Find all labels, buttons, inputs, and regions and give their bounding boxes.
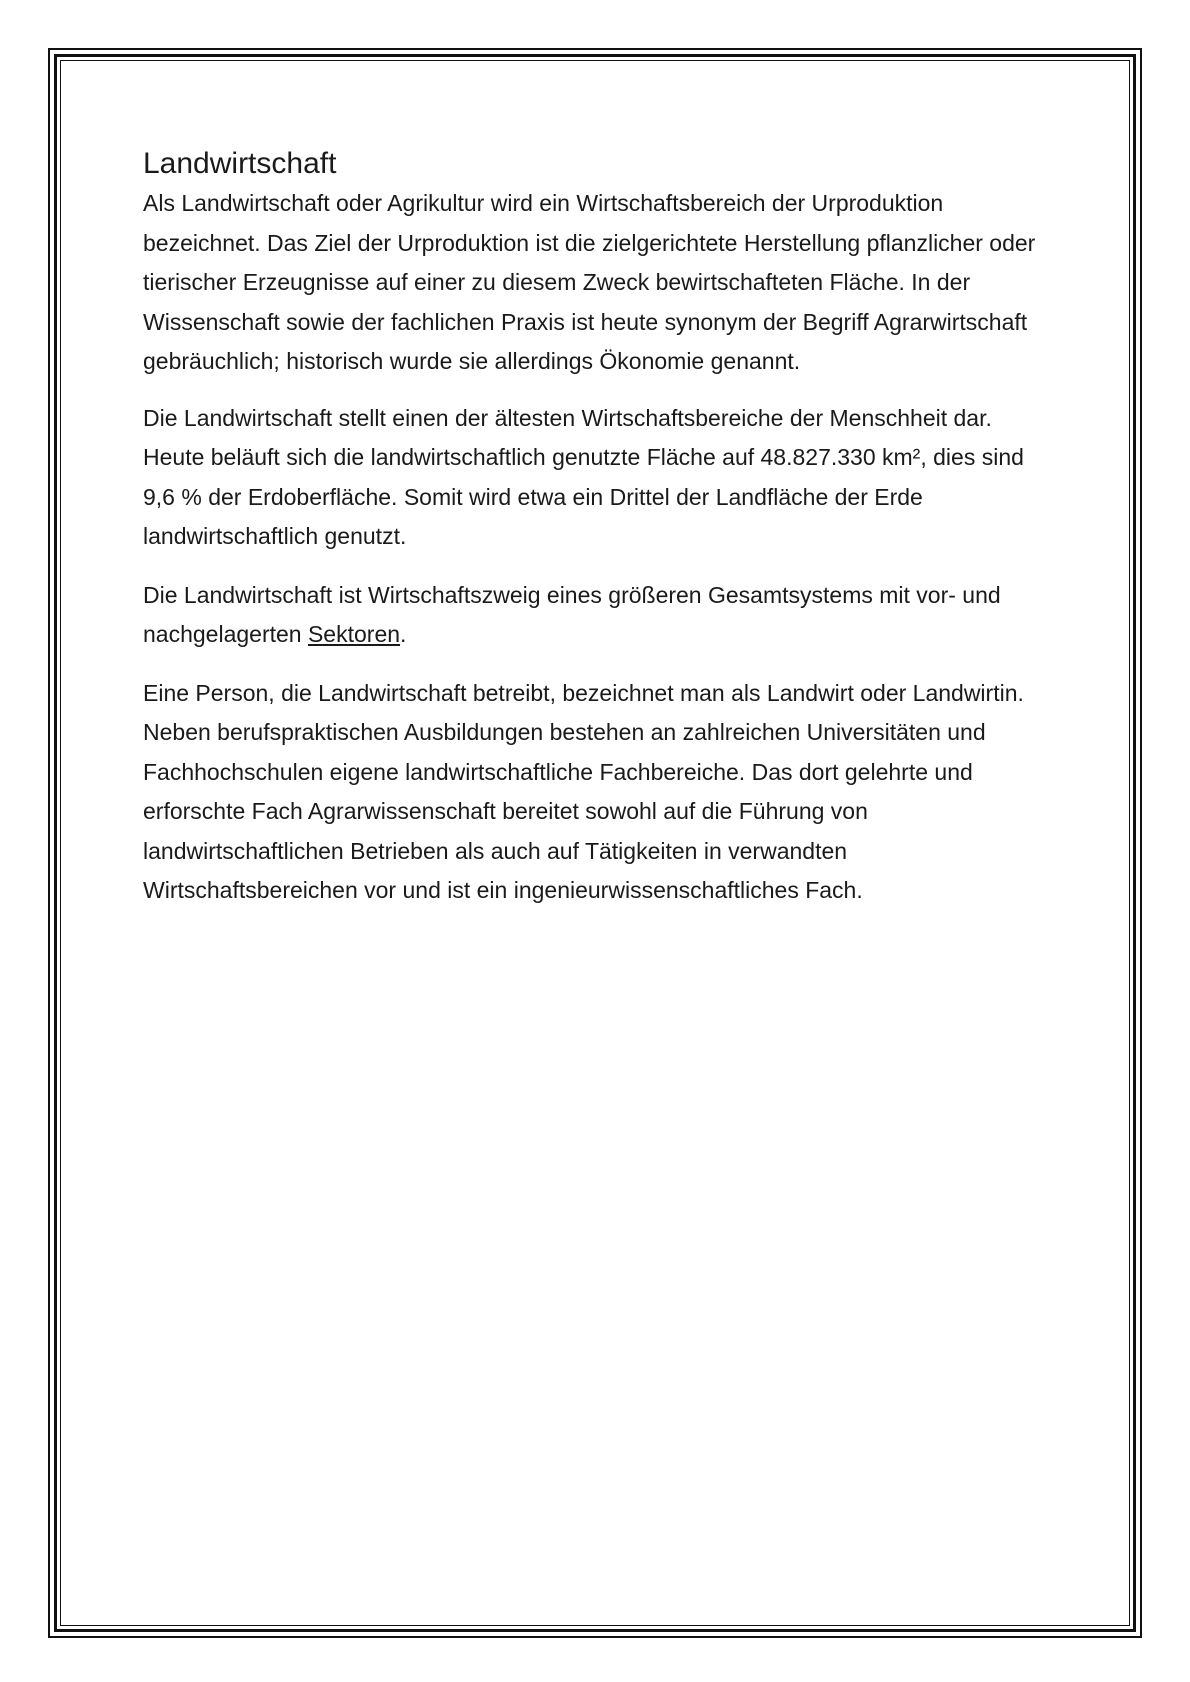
sectors-link[interactable]: Sektoren <box>307 621 401 647</box>
paragraph-definition: Als Landwirtschaft oder Agrikultur wird ein Wirtschaftsbereich der Urproduktion bezeichnet. Das Ziel der Urproduktion ist die zielgerichtete Herstellung pflanzlicher oder tierischer Erzeugnisse auf einer zu diesem Zweck bewirtschafteten Fläche. In der Wissenschaft sowie der fachlichen Praxis ist heute synonym der Begriff Agrarwirtschaft gebräuchlich; historisch wurde sie allerdings Ökonomie genannt. <box>143 190 1036 374</box>
paragraph-sectors <box>143 576 1043 655</box>
paragraph-sectors-end: . <box>400 621 407 647</box>
document-content <box>143 146 1043 930</box>
paragraph-history: Die Landwirtschaft stellt einen der ältesten Wirtschaftsbereiche der Menschheit dar. Heute beläuft sich die landwirtschaftlich genutzte Fläche auf 48.827.330 km², dies sind 9,6 % der Erdoberfläche. Somit wird etwa ein Drittel der Landfläche der Erde landwirtschaftlich genutzt. <box>143 404 1024 549</box>
paragraph-sectors-text: Die Landwirtschaft ist Wirtschaftszweig eines größeren Gesamtsystems mit vor- und nachgelagerten <box>143 581 1001 647</box>
paragraph-profession: Eine Person, die Landwirtschaft betreibt, bezeichnet man als Landwirt oder Landwirtin. Neben berufspraktischen Ausbildungen bestehen an zahlreichen Universitäten und Fachhochschulen eigene landwirtschaftliche Fachbereiche. Das dort gelehrte und erforschte Fach Agrarwissenschaft bereitet sowohl auf die Führung von landwirtschaftlichen Betrieben als auch auf Tätigkeiten in verwandten Wirtschaftsbereichen vor und ist ein ingenieurwissenschaftliches Fach. <box>143 679 1024 903</box>
document-title: Landwirtschaft <box>143 147 337 180</box>
